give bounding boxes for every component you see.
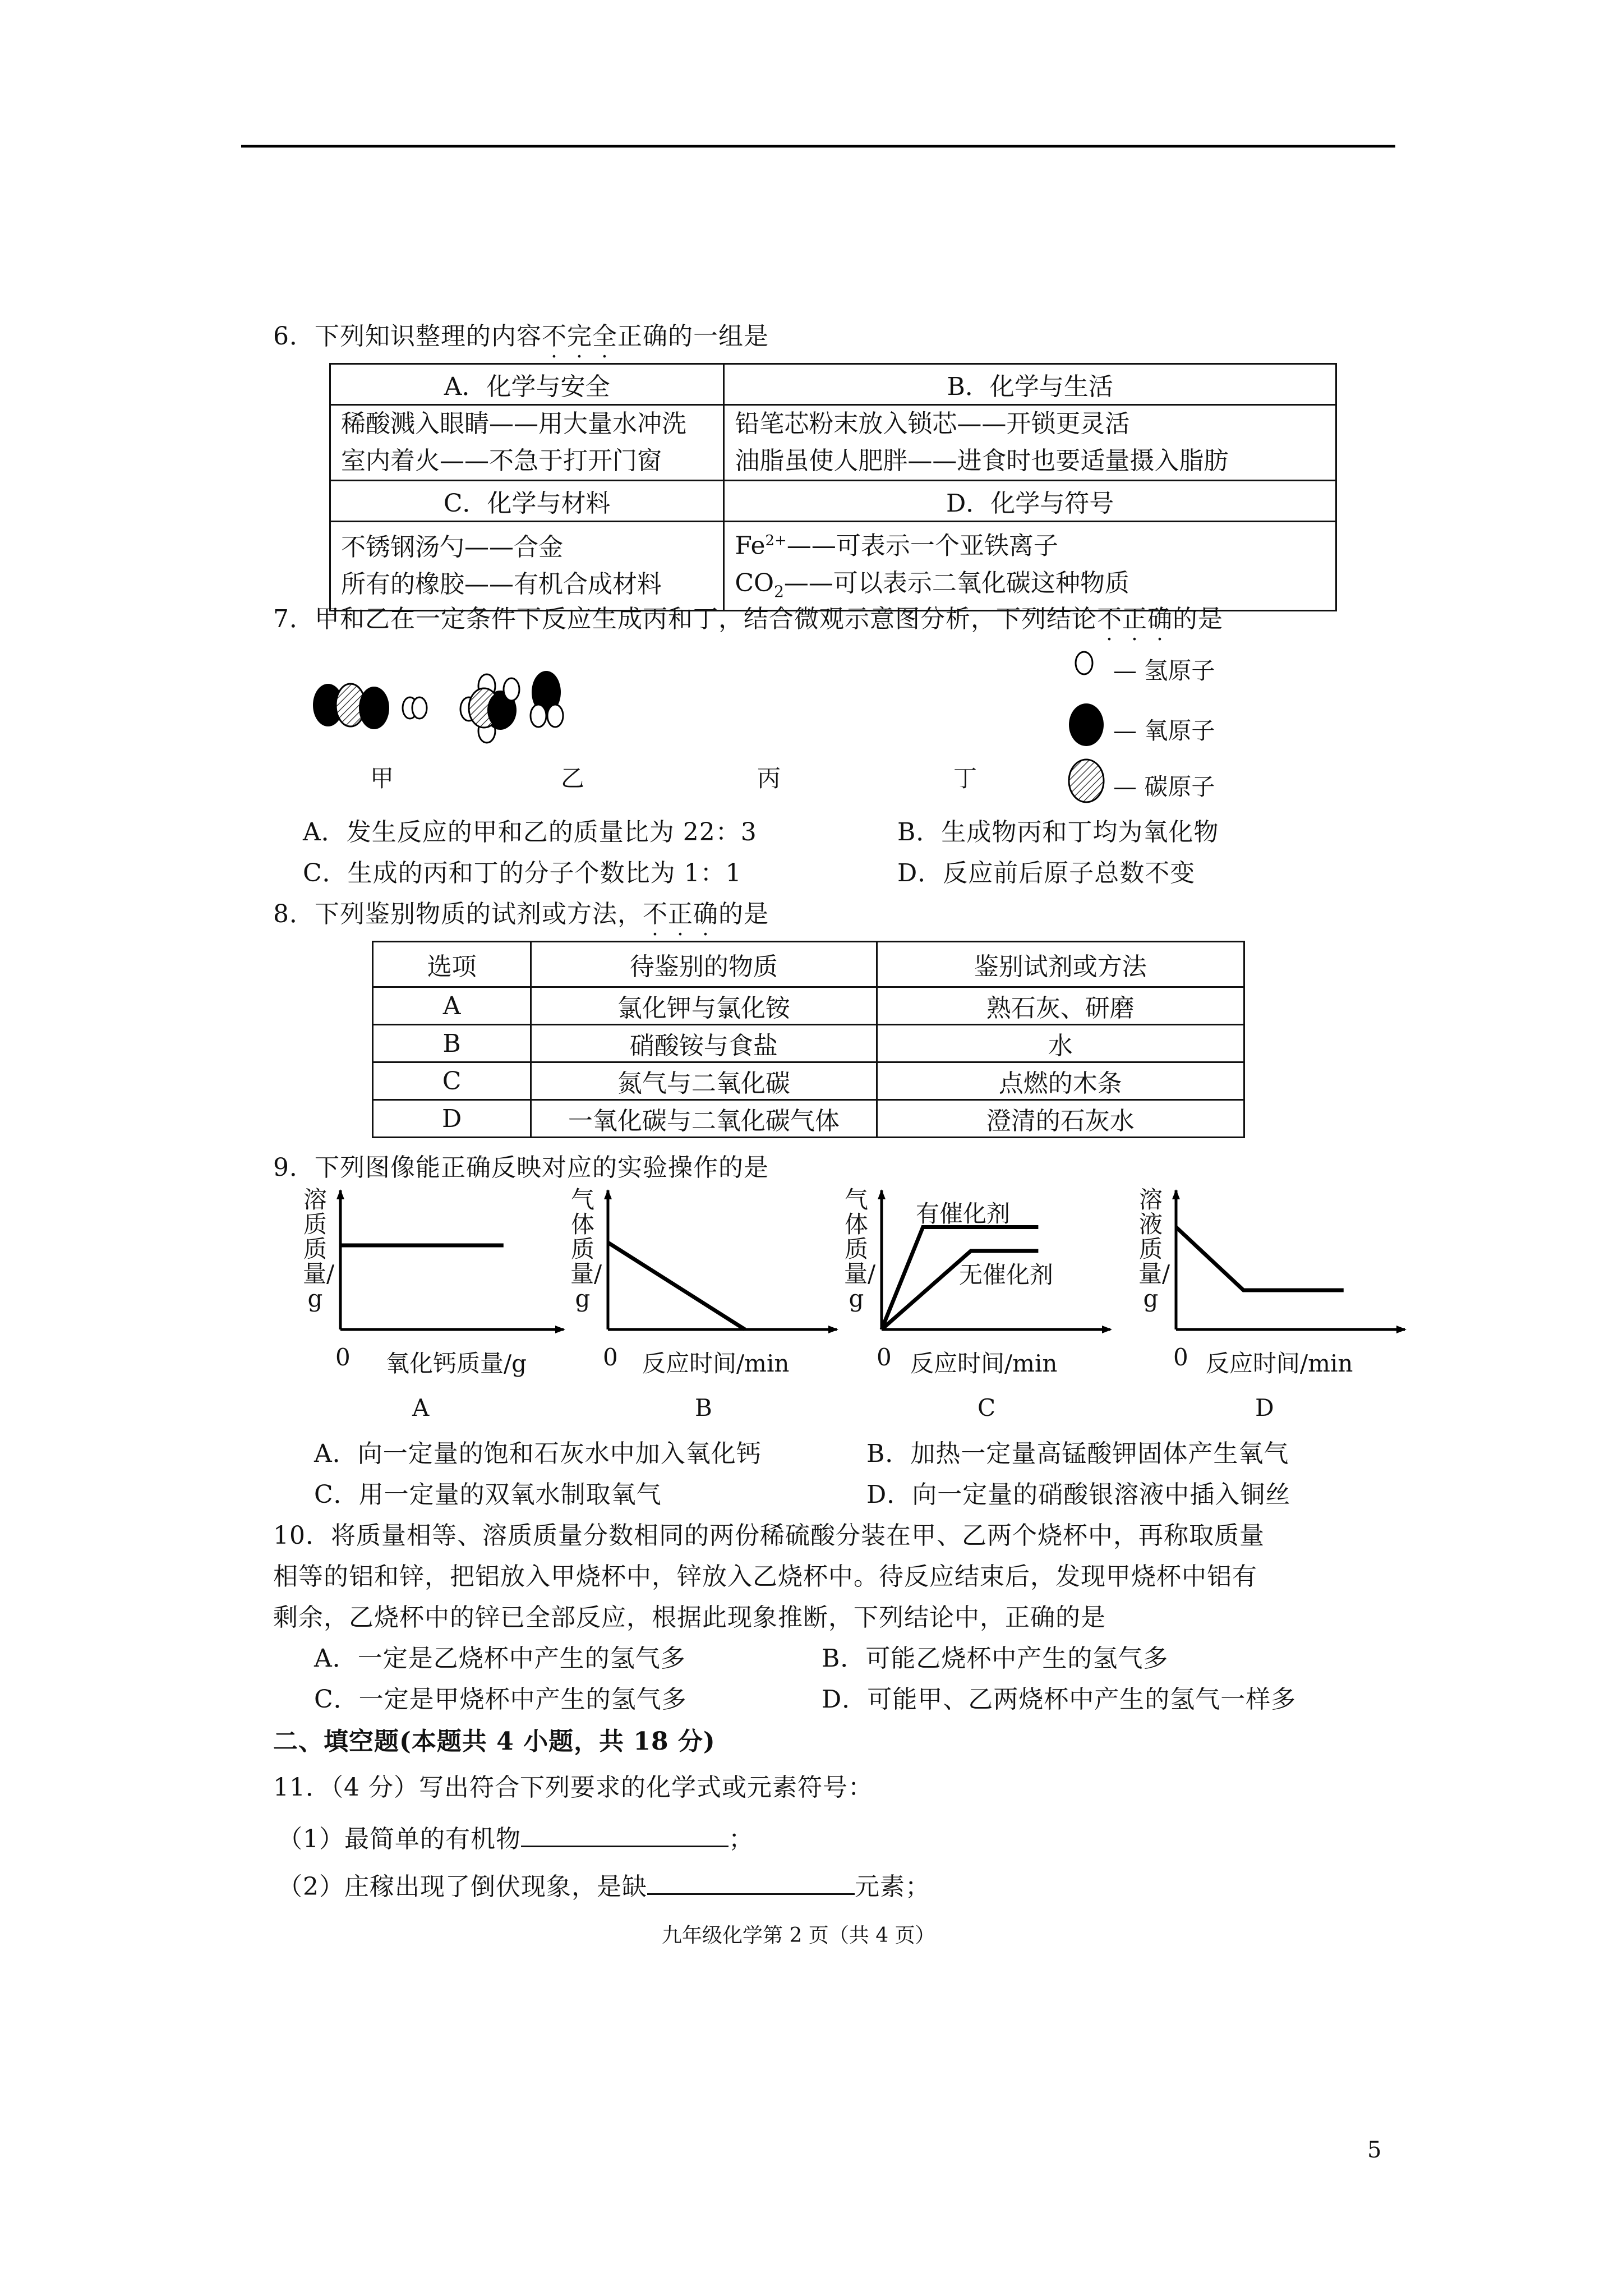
table-row [373,1062,1244,1100]
y-axis-arrow [878,1189,886,1199]
formula-superscript: 2+ [765,532,787,549]
header-rule [241,145,1395,148]
chart-panel-label: C [978,1394,996,1421]
molecule-label-yi: 乙 [561,765,585,792]
q6-cell-title-b: B．化学与生活 [724,364,1336,405]
molecule-yi-h2 [403,697,427,719]
q10-stem-line: 10．将质量相等、溶质质量分数相同的两份稀硫酸分装在甲、乙两个烧杯中，再称取质量 [273,1521,1265,1550]
q10-stem-line: 相等的铝和锌，把铝放入甲烧杯中，锌放入乙烧杯中。待反应结束后，发现甲烧杯中铝有 [273,1562,1257,1591]
formula-base: Fe [735,531,766,560]
chart-series-line [1176,1227,1344,1291]
q10-option-c: C．一定是甲烧杯中产生的氢气多 [314,1685,687,1714]
q6-stem-suffix: 正确的一组是 [617,322,769,351]
table-header-row [373,942,1244,987]
q8-emphasis-char: 确 [693,900,718,928]
q11-item-2-prompt: （2）庄稼出现了倒伏现象，是缺 [278,1872,647,1901]
q6-cell-body-d [724,522,1336,611]
q6-stem [273,324,769,349]
q9-chart-d [1138,1181,1408,1422]
q9-stem: 9．下列图像能正确反映对应的实验操作的是 [273,1153,769,1182]
chart-origin-label: 0 [1173,1343,1188,1371]
table-cell-option: B [373,1025,531,1062]
q6-b-line: 铅笔芯粉末放入锁芯——开锁更灵活 [735,409,1130,438]
chart-xlabel: 反应时间/min [642,1350,790,1377]
q6-emphasis-char: 完 [567,322,592,351]
y-axis-arrow [604,1189,612,1199]
table-cell-option: D [373,1100,531,1138]
table-header-cell: 选项 [373,942,531,987]
chart-panel-label: B [695,1394,712,1421]
q10-option-d: D．可能甲、乙两烧杯中产生的氢气一样多 [822,1685,1297,1714]
molecule-label-bing: 丙 [757,765,781,792]
chart-series-line [608,1243,745,1329]
q7-stem [273,607,1223,632]
x-axis-arrow [1102,1326,1112,1333]
table-row [373,1100,1244,1138]
x-axis-arrow [828,1326,838,1333]
q10-stem-line: 剩余，乙烧杯中的锌已全部反应，根据此现象推断，下列结论中，正确的是 [273,1603,1106,1632]
q7-option-a: A．发生反应的甲和乙的质量比为 22：3 [303,818,757,846]
legend-carbon-label: — 碳原子 [1113,773,1215,800]
page-number: 5 [1367,2137,1382,2163]
table-cell-substance: 硝酸铵与食盐 [531,1025,877,1062]
hydrogen-atom [504,678,519,701]
table-cell-option: C [373,1062,531,1100]
oxygen-atom [359,687,389,729]
q7-option-d: D．反应前后原子总数不变 [897,859,1196,887]
q11-item-1-prompt: （1）最简单的有机物 [278,1825,521,1853]
table-header-cell: 待鉴别的物质 [531,942,877,987]
q6-a-line: 稀酸溅入眼睛——用大量水冲洗 [341,409,686,438]
hydrogen-atom [412,697,427,719]
formula-description: ——可表示一个亚铁离子 [786,531,1058,560]
page-footer: 九年级化学第 2 页（共 4 页） [662,1924,935,1947]
q6-cell-title-d: D．化学与符号 [724,481,1336,522]
chart-plot [570,1181,840,1349]
legend-hydrogen-icon [1076,652,1092,674]
table-cell-method: 水 [877,1025,1244,1062]
chart-ylabel: 气体质量/g [570,1186,602,1312]
hydrogen-atom [547,705,563,727]
q6-cell-title-c: C．化学与材料 [330,481,724,522]
q9-option-b: B．加热一定量高锰酸钾固体产生氧气 [866,1439,1289,1468]
chart-ylabel: 气体质量/g [844,1186,876,1312]
table-row [373,987,1244,1025]
molecule-ding-h2o [531,671,563,727]
x-axis-arrow [1396,1326,1407,1333]
y-axis-arrow [1172,1189,1180,1199]
q7-emphasis-char: 正 [1122,605,1147,633]
q6-c-line: 所有的橡胶——有机合成材料 [341,570,662,599]
q11-stem: 11．（4 分）写出符合下列要求的化学式或元素符号： [273,1773,873,1802]
q6-knowledge-table [329,363,1337,611]
molecule-bing-ch3oh [460,674,519,743]
legend-oxygen-label: — 氧原子 [1113,717,1215,744]
table-row [373,1025,1244,1062]
q6-cell-body-b [724,405,1336,481]
y-axis-arrow [336,1189,344,1199]
q9-option-c: C．用一定量的双氧水制取氧气 [314,1480,662,1509]
table-cell-method: 熟石灰、研磨 [877,987,1244,1025]
q6-cell-body-c [330,522,724,611]
chart-panel-label: A [412,1394,430,1421]
formula-base: CO [735,568,774,597]
table-header-cell: 鉴别试剂或方法 [877,942,1244,987]
q9-chart-c [844,1181,1113,1422]
q6-cell-title-a: A．化学与安全 [330,364,724,405]
q11-item-1 [278,1823,754,1852]
table-cell-option: A [373,987,531,1025]
q7-emphasis-char: 不 [1097,605,1122,633]
q8-identification-table [372,941,1245,1138]
chart-xlabel: 氧化钙质量/g [386,1350,527,1377]
q9-option-a: A．向一定量的饱和石灰水中加入氧化钙 [314,1439,762,1468]
q9-chart-b [570,1181,840,1422]
q7-stem-prefix: 7．甲和乙在一定条件下反应生成丙和丁，结合微观示意图分析，下列结论 [273,605,1097,633]
q11-item-1-suffix: ； [728,1825,754,1853]
q10-option-b: B．可能乙烧杯中产生的氢气多 [822,1644,1169,1673]
chart-plot [303,1181,566,1349]
answer-blank-1[interactable] [521,1823,728,1847]
q6-emphasis-char: 全 [592,322,617,351]
table-cell-substance: 氮气与二氧化碳 [531,1062,877,1100]
q6-cell-body-a [330,405,724,481]
chart-origin-label: 0 [877,1343,892,1371]
chart-panel-label: D [1255,1394,1274,1421]
q8-stem-prefix: 8．下列鉴别物质的试剂或方法， [273,900,643,928]
q9-chart-a [303,1181,566,1422]
q7-option-b: B．生成物丙和丁均为氧化物 [897,818,1219,846]
q7-emphasis-char: 确 [1147,605,1173,633]
q8-stem-suffix: 的是 [718,900,769,928]
q11-item-2-suffix: 元素； [855,1872,930,1901]
q6-d-line [735,522,1325,565]
q6-emphasis-char: 不 [542,322,567,351]
table-cell-substance: 氯化钾与氯化铵 [531,987,877,1025]
table-cell-method: 澄清的石灰水 [877,1100,1244,1138]
table-cell-substance: 一氧化碳与二氧化碳气体 [531,1100,877,1138]
chart-xlabel: 反应时间/min [1206,1350,1353,1377]
chart-ylabel: 溶质质量/g [303,1186,335,1312]
molecule-jia-co2 [313,684,389,729]
section-title: 二、填空题(本题共 4 小题，共 18 分) [273,1727,716,1756]
q9-option-d: D．向一定量的硝酸银溶液中插入铜丝 [866,1480,1291,1509]
molecule-label-ding: 丁 [953,765,978,792]
chart-plot [1138,1181,1408,1349]
molecule-label-jia: 甲 [370,765,394,792]
answer-blank-2[interactable] [647,1871,855,1895]
legend-carbon-icon [1069,760,1104,802]
q11-item-2 [278,1871,930,1899]
x-axis-arrow [555,1326,565,1333]
chart-series-label: 有催化剂 [916,1200,1011,1227]
q7-option-c: C．生成的丙和丁的分子个数比为 1：1 [303,859,742,887]
q6-c-line: 不锈钢汤勺——合金 [341,533,563,562]
q6-b-line: 油脂虽使人肥胖——进食时也要适量摄入脂肪 [735,447,1229,475]
hydrogen-atom [531,705,546,727]
q6-a-line: 室内着火——不急于打开门窗 [341,447,662,475]
chart-origin-label: 0 [603,1343,618,1371]
q8-emphasis-char: 不 [643,900,668,928]
chart-series-label: 无催化剂 [959,1261,1054,1289]
table-cell-method: 点燃的木条 [877,1062,1244,1100]
q6-d-line [735,565,1325,610]
chart-xlabel: 反应时间/min [910,1350,1058,1377]
formula-subscript: 2 [774,582,784,601]
legend-oxygen-icon [1069,703,1104,746]
q6-stem-prefix: 6．下列知识整理的内容 [273,322,542,351]
legend-hydrogen-label: — 氢原子 [1113,657,1215,684]
q10-option-a: A．一定是乙烧杯中产生的氢气多 [314,1644,686,1673]
q7-stem-suffix: 的是 [1173,605,1223,633]
chart-ylabel: 溶液质量/g [1138,1186,1170,1312]
q8-stem [273,902,769,927]
formula-description: ——可以表示二氧化碳这种物质 [783,568,1129,597]
q8-emphasis-char: 正 [668,900,693,928]
chart-origin-label: 0 [335,1343,351,1371]
